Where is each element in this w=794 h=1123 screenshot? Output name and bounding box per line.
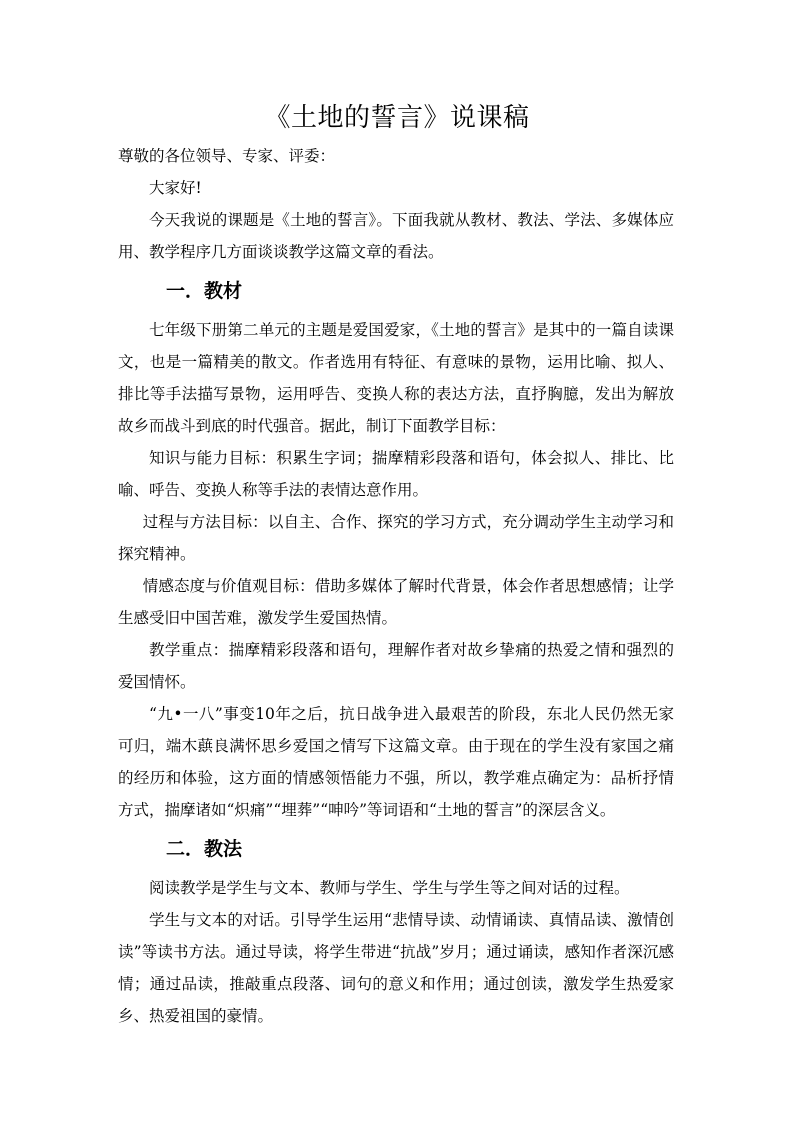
paragraph: 七年级下册第二单元的主题是爱国爱家，《土地的誓言》是其中的一篇自读课文，也是一篇精美的散文。作者选用有特征、有意味的景物，运用比喻、拟人、排比等手法描写景物，运用呼告、变换人称的表达方法，直抒胸臆，发出为解放故乡而战斗到底的时代强音。据此，制订下面教学目标： <box>118 321 674 435</box>
paragraph: 知识与能力目标：积累生字词；揣摩精彩段落和语句，体会拟人、排比、比喻、呼告、变换人称等手法的表情达意作用。 <box>118 449 674 499</box>
section-heading-materials: 一．教材 <box>166 280 243 302</box>
section-heading-methods: 二．教法 <box>166 838 243 860</box>
document-title: 《土地的誓言》说课稿 <box>264 103 530 133</box>
paragraph: 学生与文本的对话。引导学生运用“悲情导读、动情诵读、真情品读、激情创读”等读书方法。通过导读，将学生带进“抗战”岁月；通过诵读，感知作者深沉感情；通过品读，推敲重点段落、词句的意义和作用；通过创读，激发学生热爱家乡、热爱祖国的豪情。 <box>118 911 674 1025</box>
paragraph: “九•一八”事变10年之后，抗日战争进入最艰苦的阶段，东北人民仍然无家可归，端木蕻良满怀思乡爱国之情写下这篇文章。由于现在的学生没有家国之痛的经历和体验，这方面的情感领悟能力不强，所以，教学难点确定为：品析抒情方式，揣摩诸如“炽痛”“埋葬”“呻吟”等词语和“土地的誓言”的深层含义。 <box>118 705 674 819</box>
paragraph: 过程与方法目标：以自主、合作、探究的学习方式，充分调动学生主动学习和探究精神。 <box>118 513 674 563</box>
intro-paragraph: 今天我说的课题是《土地的誓言》。下面我就从教材、教法、学法、多媒体应用、教学程序几方面谈谈教学这篇文章的看法。 <box>118 211 674 261</box>
salutation: 尊敬的各位领导、专家、评委： <box>118 147 336 165</box>
greeting: 大家好! <box>149 179 202 197</box>
paragraph: 教学重点：揣摩精彩段落和语句，理解作者对故乡挚痛的热爱之情和强烈的爱国情怀。 <box>118 641 674 691</box>
paragraph: 阅读教学是学生与文本、教师与学生、学生与学生等之间对话的过程。 <box>149 879 630 897</box>
document-body <box>118 140 674 1032</box>
paragraph: 情感态度与价值观目标：借助多媒体了解时代背景，体会作者思想感情；让学生感受旧中国苦难，激发学生爱国热情。 <box>118 577 674 627</box>
